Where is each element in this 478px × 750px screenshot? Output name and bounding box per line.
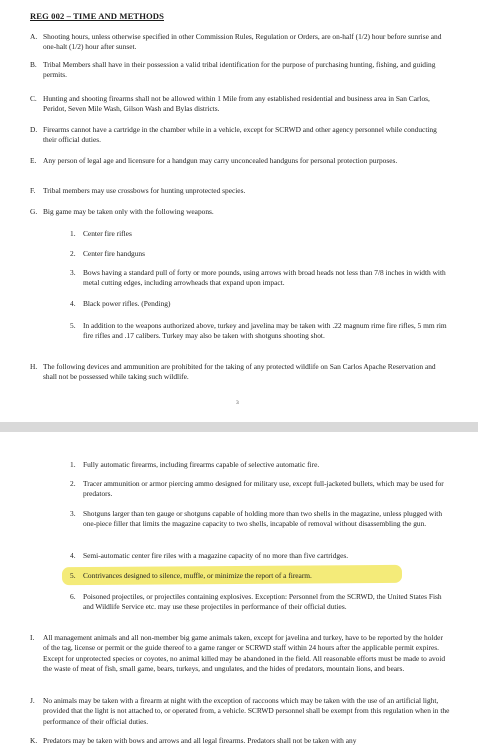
rule-g — [30, 207, 450, 217]
rule-c — [30, 94, 450, 115]
rule-text: Big game may be taken only with the following weapons. — [43, 207, 214, 216]
list-text: Tracer ammunition or armor piercing ammo designed for military use, except full-jacketed bullets, which may be used for predators. — [83, 479, 444, 499]
rule-text: Predators may be taken with bows and arrows and all legal firearms. Predators shall not be taken with any — [43, 736, 357, 745]
rule-text: Any person of legal age and licensure for a handgun may carry unconcealed handguns for personal protection purposes. — [43, 156, 398, 165]
prohibited-item-5 — [70, 571, 450, 581]
prohibited-item-6 — [70, 592, 450, 613]
list-text: Black power rifles. (Pending) — [83, 299, 171, 308]
weapon-item-5 — [70, 321, 450, 342]
page-number: 3 — [236, 400, 239, 406]
rule-e — [30, 156, 450, 166]
rule-label: E. — [30, 156, 37, 165]
rule-text: Hunting and shooting firearms shall not be allowed within 1 Mile from any established residential and business area in San Carlos, Peridot, Seven Mile Wash, Gilson Wash and Bylas districts. — [43, 94, 430, 114]
list-number: 2. — [70, 479, 76, 488]
prohibited-item-3 — [70, 509, 450, 530]
list-text: Center fire rifles — [83, 229, 132, 238]
list-text: Poisoned projectiles, or projectiles containing explosives. Exception: Personnel from the SCRWD, the United States Fish and Wildlife Service etc. may use these projectiles in performance of their official duties. — [83, 592, 442, 612]
rule-text: Shooting hours, unless otherwise specified in other Commission Rules, Regulation or Orders, are on-half (1/2) hour before sunrise and one-halt (1/2) hour after sunset. — [43, 32, 442, 52]
rule-h — [30, 362, 450, 383]
list-number: 3. — [70, 509, 76, 518]
prohibited-item-2 — [70, 479, 450, 500]
list-number: 3. — [70, 268, 76, 277]
rule-text: All management animals and all non-member big game animals taken, except for javelina and turkey, have to be reported by the holder of the tag, license or permit or the guide thereof to a game ranger or SCRWD staff within 24 hours after the applicable permit expires. Except for unprotected species or coyotes, no animal killed may be abandoned in the field. All reasonable efforts must be made to avoid the waste of meat of fish, small game, bears, turkeys, and ungulates, and the hides of predators, mountain lions, and bears. — [43, 633, 446, 674]
rule-a — [30, 32, 450, 53]
list-text: Shotguns larger than ten gauge or shotguns capable of holding more than two shells in the magazine, unless plugged with one-piece filler that limits the magazine capacity to two shells, incapable of removal without disassembling the gun. — [83, 509, 443, 529]
weapon-item-3 — [70, 268, 450, 289]
rule-d — [30, 125, 450, 146]
list-number: 4. — [70, 299, 76, 308]
rule-label: D. — [30, 125, 38, 134]
rule-k — [30, 736, 450, 746]
rule-label: I. — [30, 633, 35, 642]
rule-text: Tribal Members shall have in their possession a valid tribal identification for the purpose of purchasing hunting, fishing, and guiding permits. — [43, 60, 436, 80]
rule-j — [30, 696, 450, 727]
rule-label: J. — [30, 696, 35, 705]
rule-label: H. — [30, 362, 38, 371]
prohibited-item-4 — [70, 551, 450, 561]
weapon-item-4 — [70, 299, 450, 309]
list-number: 1. — [70, 229, 76, 238]
rule-text: The following devices and ammunition are prohibited for the taking of any protected wildlife on San Carlos Apache Reservation and shall not be possessed while taking such wildlife. — [43, 362, 436, 382]
document-page-4 — [0, 432, 478, 750]
list-text: Fully automatic firearms, including firearms capable of selective automatic fire. — [83, 460, 320, 469]
rule-label: B. — [30, 60, 37, 69]
list-text: Semi-automatic center fire riles with a magazine capacity of no more than five cartridges. — [83, 551, 349, 560]
list-text: Contrivances designed to silence, muffle, or minimize the report of a firearm. — [83, 571, 312, 580]
list-number: 2. — [70, 249, 76, 258]
list-text: Center fire handguns — [83, 249, 145, 258]
rule-label: K. — [30, 736, 38, 745]
rule-text: Tribal members may use crossbows for hunting unprotected species. — [43, 186, 246, 195]
list-number: 4. — [70, 551, 76, 560]
list-number: 5. — [70, 321, 76, 330]
list-text: In addition to the weapons authorized above, turkey and javelina may be taken with .22 magnum rime fire rifles, 5 mm rim fire rifles and .17 calibers. Turkey may also be taken with shotguns shooting shot. — [83, 321, 447, 341]
weapon-item-1 — [70, 229, 450, 239]
list-number: 1. — [70, 460, 76, 469]
rule-b — [30, 60, 450, 81]
list-number: 5. — [70, 571, 76, 580]
rule-text: Firearms cannot have a cartridge in the chamber while in a vehicle, except for SCRWD and other agency personnel while conducting their official duties. — [43, 125, 437, 145]
prohibited-item-1 — [70, 460, 450, 470]
rule-label: F. — [30, 186, 36, 195]
rule-label: G. — [30, 207, 38, 216]
list-text: Bows having a standard pull of forty or more pounds, using arrows with broad heads not less than 7/8 inches in width with metal cutting edges, including arrowheads that expand upon impact. — [83, 268, 446, 288]
rule-text: No animals may be taken with a firearm at night with the exception of raccoons which may be taken with the use of an artificial light, provided that the light is not attached to, or operated from, a vehicle. SCRWD personnel shall be exempt from this regulation when in the performance of their official duties. — [43, 696, 450, 726]
rule-label: C. — [30, 94, 37, 103]
section-heading: REG 002 – TIME AND METHODS — [30, 11, 164, 21]
weapon-item-2 — [70, 249, 450, 259]
list-number: 6. — [70, 592, 76, 601]
rule-label: A. — [30, 32, 38, 41]
rule-f — [30, 186, 450, 196]
page-separator — [0, 422, 478, 432]
rule-i — [30, 633, 450, 675]
